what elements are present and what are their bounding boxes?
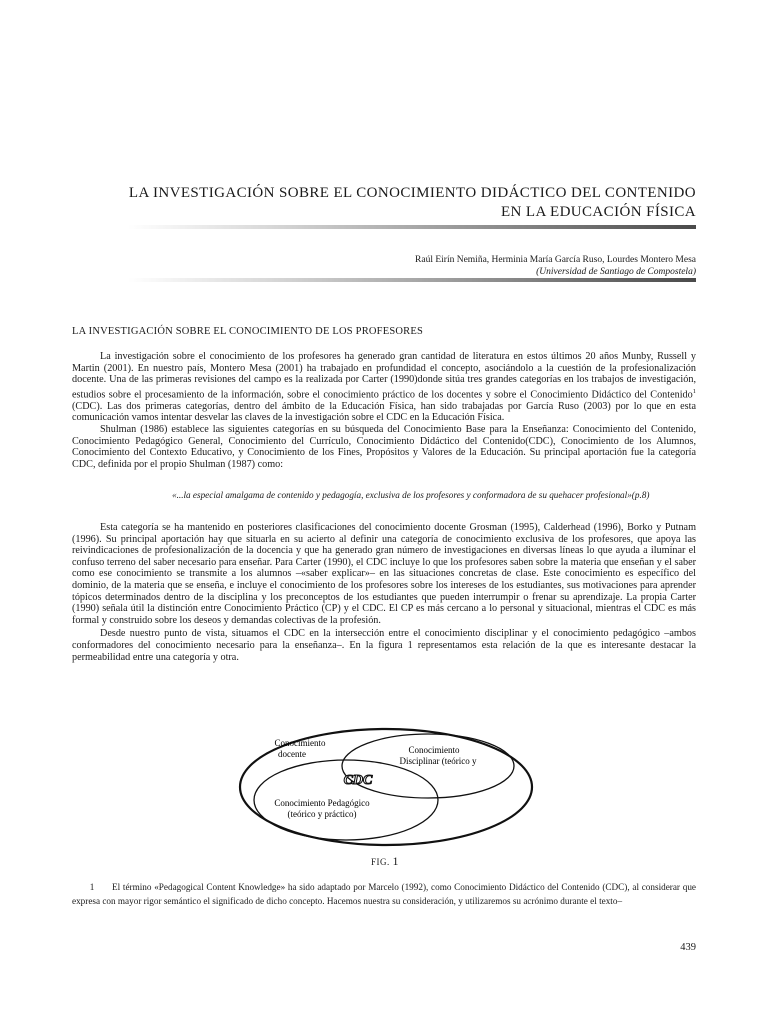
label-pedagogico-1: Conocimiento Pedagógico [274,798,370,808]
paper-title [96,184,696,222]
body-text-lower [72,522,696,663]
title-divider [128,225,696,229]
paragraph-4: Desde nuestro punto de vista, situamos el CDC en la intersección entre el conocimiento disciplinar y el conocimiento pedagógico –ambos conformadores del conocimiento necesario para la enseñanza–. En la figura 1 representamos esta relación de la que es interesante destacar la permeabilidad entre una categoría y otra. [72,628,696,663]
footnote-marker: 1 [89,882,95,892]
label-docente-1: Conocimiento [274,738,326,748]
label-cdc: CDC [343,773,373,788]
label-docente-2: docente [278,749,306,759]
page-number: 439 [680,942,696,953]
label-pedagogico-2: (teórico y práctico) [287,809,357,819]
footnote-ref: 1 [692,387,696,395]
ellipse-disciplinar [342,734,514,798]
block-quote: «...la especial amalgama de contenido y pedagogía, exclusiva de los profesores y conformadora de su quehacer profesional»(p.8) [172,490,650,500]
paragraph-3: Esta categoría se ha mantenido en posteriores clasificaciones del conocimiento docente Grosman (1995), Calderhead (1996), Borko y Putnam (1996). Su principal aportación hay que situarla en su acierto al definir una categoría de conocimiento exclusiva de los profesores, que apoya las reivindicaciones de profesionalización de la docencia y que ha generado gran número de investigaciones en diversas líneas lo que ayuda a iluminar el confuso terreno del saber necesario para enseñar. Para Carter (1990), el CDC incluye lo que los profesores saben sobre la materia que enseñan y el saber como ese conocimiento se transmite a los alumnos –«saber explicar»– en las situaciones concretas de clase. Este conocimiento es específico del dominio, de la materia que se enseña, e incluye el conocimiento de los profesores sobre los intereses de los estudiantes, sus motivaciones para aprender tópicos determinados dentro de la disciplina y los preconceptos de los estudiantes que pueden interrumpir o frenar su aprendizaje. La propia Carter (1990) señala útil la distinción entre Conocimiento Práctico (CP) y el CDC. El CP es más cercano a lo personal y situacional, mientras el CDC es más formal y construido sobre los deseos y demandas colectivas de la profesión. [72,522,696,626]
authors: Raúl Eirín Nemiña, Herminia María García Ruso, Lourdes Montero Mesa [415,255,696,265]
footnote [72,880,696,908]
section-heading: LA INVESTIGACIÓN SOBRE EL CONOCIMIENTO DE LOS PROFESORES [72,326,424,337]
venn-diagram [236,726,536,848]
footnote-text: El término «Pedagogical Content Knowledge» ha sido adaptado por Marcelo (1992), como Conocimiento Didáctico del Contenido (CDC), al considerar que expresa con mayor rigor semántico el significado de dicho concepto. Hacemos nuestra su consideración, y utilizaremos su acrónimo durante el texto– [72,882,696,906]
paragraph-2: Shulman (1986) establece las siguientes categorías en su búsqueda del Conocimiento Base para la Enseñanza: Conocimiento del Contenido, Conocimiento Pedagógico General, Conocimiento del Currículo, Conocimiento Didáctico del Contenido(CDC), Conocimiento de los Alumnos, Conocimiento del Contexto Educativo, y Conocimiento de los Fines, Propósitos y Valores de la Educación. Su principal aportación fue la categoría CDC, definida por el propio Shulman (1987) como: [72,423,696,470]
body-text-upper [72,351,696,470]
label-disciplinar-2: Disciplinar (teórico y [399,756,477,766]
affiliation: (Universidad de Santiago de Compostela) [536,267,696,277]
author-block [136,254,696,278]
author-divider [128,278,696,282]
title-line-2: EN LA EDUCACIÓN FÍSICA [500,204,696,220]
label-disciplinar-1: Conocimiento [408,745,460,755]
title-line-1: LA INVESTIGACIÓN SOBRE EL CONOCIMIENTO DIDÁCTICO DEL CONTENIDO [128,185,696,201]
paragraph-1: La investigación sobre el conocimiento de los profesores ha generado gran cantidad de literatura en estos últimos 20 años Munby, Russell y Martin (2001). En nuestro país, Montero Mesa (2001) ha trabajado en profundidad el concepto, asociándolo a la cuestión de la profesionalización docente. Una de las primeras revisiones del campo es la realizada por Carter (1990)donde sitúa tres grandes categorías en los trabajos de investigación, estudios sobre el procesamiento de la información, sobre el conocimiento práctico de los docentes y sobre el Conocimiento Didáctico del Contenido$^1$ (CDC). Las dos primeras categorías, dentro del ámbito de la Educación Física, han sido trabajadas por García Ruso (2003) por lo que en esta comunicación vamos intentar desvelar las claves de la investigación sobre el CDC en la Educación Física. [72,351,696,424]
figure-caption: FIG. 1 [370,854,399,868]
